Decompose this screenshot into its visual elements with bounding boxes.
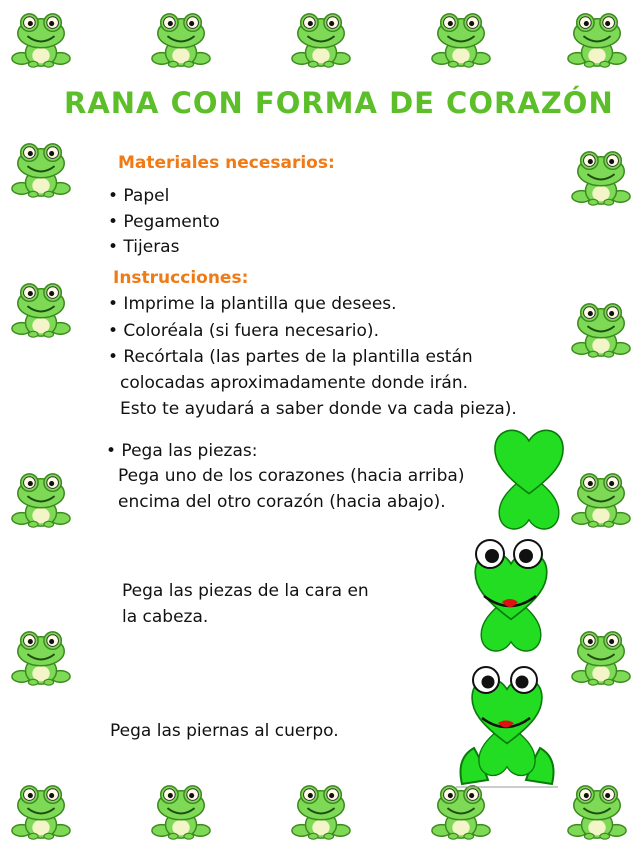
step-glue-line: encima del otro corazón (hacia abajo). bbox=[118, 492, 446, 512]
frog-clipart-icon bbox=[566, 10, 628, 72]
frog-clipart-icon bbox=[570, 628, 632, 690]
frog-clipart-icon bbox=[10, 782, 72, 844]
instructions-heading: Instrucciones: bbox=[113, 268, 249, 288]
frog-clipart-icon bbox=[10, 628, 72, 690]
instruction-line: Esto te ayudará a saber donde va cada pieza). bbox=[120, 399, 517, 419]
frog-clipart-icon bbox=[150, 10, 212, 72]
instruction-line: • Coloréala (si fuera necesario). bbox=[108, 321, 379, 341]
materials-item: • Papel bbox=[108, 186, 170, 206]
materials-item: • Tijeras bbox=[108, 237, 180, 257]
frog-clipart-icon bbox=[10, 280, 72, 342]
frog-clipart-icon bbox=[150, 782, 212, 844]
frog-clipart-icon bbox=[570, 148, 632, 210]
step-face-line: la cabeza. bbox=[122, 607, 209, 627]
heart-frog-step1-image bbox=[484, 420, 574, 538]
frog-clipart-icon bbox=[290, 782, 352, 844]
heart-frog-step3-image bbox=[452, 662, 562, 788]
materials-heading: Materiales necesarios: bbox=[118, 153, 335, 173]
frog-clipart-icon bbox=[570, 300, 632, 362]
frog-clipart-icon bbox=[10, 10, 72, 72]
frog-clipart-icon bbox=[290, 10, 352, 72]
heart-frog-step2-image bbox=[462, 538, 560, 660]
materials-item: • Pegamento bbox=[108, 212, 220, 232]
instruction-line: colocadas aproximadamente donde irán. bbox=[120, 373, 469, 393]
frog-clipart-icon bbox=[430, 10, 492, 72]
frog-clipart-icon bbox=[10, 470, 72, 532]
frog-clipart-icon bbox=[430, 782, 492, 844]
step-glue-line: Pega uno de los corazones (hacia arriba) bbox=[118, 466, 465, 486]
page-title: RANA CON FORMA DE CORAZÓN bbox=[64, 86, 614, 120]
frog-clipart-icon bbox=[10, 140, 72, 202]
step-legs-text: Pega las piernas al cuerpo. bbox=[110, 721, 339, 741]
instruction-line: • Recórtala (las partes de la plantilla están bbox=[108, 347, 473, 367]
frog-clipart-icon bbox=[566, 782, 628, 844]
instruction-line: • Imprime la plantilla que desees. bbox=[108, 294, 397, 314]
frog-clipart-icon bbox=[570, 470, 632, 532]
step-glue-line: • Pega las piezas: bbox=[106, 441, 258, 461]
step-face-line: Pega las piezas de la cara en bbox=[122, 581, 369, 601]
